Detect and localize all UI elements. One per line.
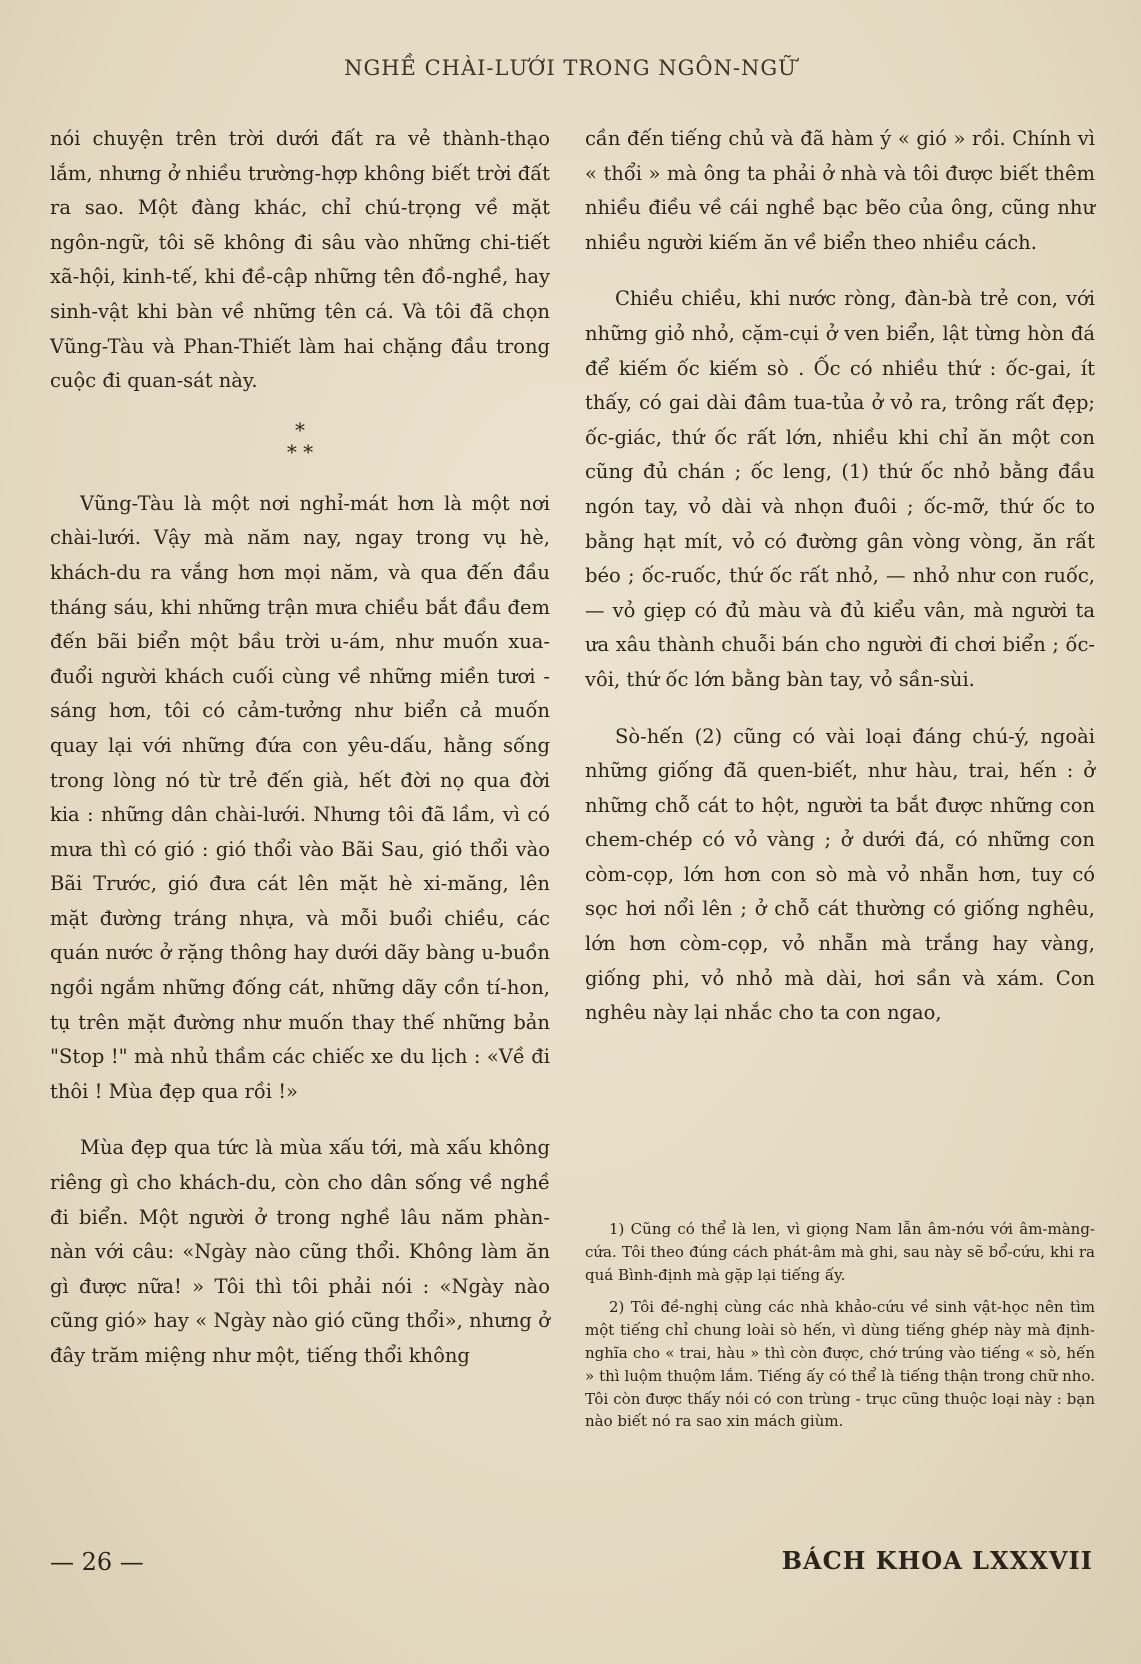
left-paragraph-3: Mùa đẹp qua tức là mùa xấu tới, mà xấu không riêng gì cho khách-du, còn cho dân sống về nghề đi biển. Một người ở trong nghề lâu năm phàn-nàn với câu: «Ngày nào cũng thổi. Không làm ăn gì được nữa! » Tôi thì tôi phải nói : «Ngày nào cũng gió» hay « Ngày nào gió cũng thổi», nhưng ở đây trăm miệng như một, tiếng thổi không xyxy=(50,1136,550,1367)
right-paragraph-1: cần đến tiếng chủ và đã hàm ý « gió » rồi. Chính vì « thổi » mà ông ta phải ở nhà và tôi được biết thêm nhiều điều về cái nghề bạc bẽo của ông, cũng như nhiều người kiếm ăn về biển theo nhiều cách. xyxy=(585,127,1095,254)
footnote-1: 1) Cũng có thể là len, vì giọng Nam lẫn âm-nớu với âm-màng-cứa. Tôi theo đúng cách phát-âm mà ghi, sau này sẽ bổ-cứu, khi ra quá Bình-định mà gặp lại tiếng ấy. xyxy=(585,1220,1095,1284)
footnotes xyxy=(585,1218,1095,1441)
left-paragraph-2: Vũng-Tàu là một nơi nghỉ-mát hơn là một nơi chài-lưới. Vậy mà năm nay, ngay trong vụ hè, khách-du ra vắng hơn mọi năm, và qua đến đầu tháng sáu, khi những trận mưa chiều bắt đầu đem đến bãi biển một bầu trời u-ám, như muốn xua-đuổi người khách cuối cùng về những miền tươi - sáng hơn, tôi có cảm-tưởng như biển cả muốn quay lại với những đứa con yêu-dấu, hằng sống trong lòng nó từ trẻ đến già, hết đời nọ qua đời kia : những dân chài-lưới. Nhưng tôi đã lầm, vì có mưa thì có gió : gió thổi vào Bãi Sau, gió thổi vào Bãi Trước, gió đưa cát lên mặt hè xi-măng, lên mặt đường tráng nhựa, và mỗi buổi chiều, các quán nước ở rặng thông hay dưới dãy bàng u-buồn ngồi ngắm những đống cát, những dãy cồn tí-hon, tụ trên mặt đường như muốn thay thế những bản "Stop !" mà nhủ thầm các chiếc xe du lịch : «Về đi thôi ! Mùa đẹp qua rồi !» xyxy=(50,491,550,1103)
divider-star-bottom: * * xyxy=(286,439,314,464)
page-number: — 26 — xyxy=(50,1548,144,1576)
running-head: NGHỀ CHÀI-LƯỚI TRONG NGÔN-NGỮ xyxy=(344,56,797,80)
journal-name: BÁCH KHOA LXXXVII xyxy=(781,1546,1093,1575)
divider-star-top: * xyxy=(295,417,305,442)
left-column xyxy=(50,122,550,1374)
section-divider xyxy=(50,419,550,463)
right-paragraph-2: Chiều chiều, khi nước ròng, đàn-bà trẻ con, với những giỏ nhỏ, cặm-cụi ở ven biển, lật từng hòn đá để kiếm ốc kiếm sò . Ốc có nhiều thứ : ốc-gai, ít thấy, có gai dài đâm tua-tủa ở vỏ ra, trông rất đẹp; ốc-giác, thứ ốc rất lớn, nhiều khi chỉ ăn một con cũng đủ chán ; ốc leng, (1) thứ ốc nhỏ bằng đầu ngón tay, vỏ dài và nhọn đuôi ; ốc-mỡ, thứ ốc to bằng hạt mít, vỏ có đường gân vòng vòng, ăn rất béo ; ốc-ruốc, thứ ốc rất nhỏ, — nhỏ như con ruốc, — vỏ giẹp có đủ màu và đủ kiểu vân, mà người ta ưa xâu thành chuỗi bán cho người đi chơi biển ; ốc-vôi, thứ ốc lớn bằng bàn tay, vỏ sần-sùi. xyxy=(585,287,1095,691)
footnote-2: 2) Tôi đề-nghị cùng các nhà khảo-cứu về sinh vật-học nên tìm một tiếng chỉ chung loài sò hến, vì dùng tiếng ghép này mà định-nghĩa cho « trai, hàu » thì còn được, chớ trúng vào tiếng « sò, hến » thì luộm thuộm lắm. Tiếng ấy có thể là tiếng thận trong chữ nho. Tôi còn được thấy nói có con trùng - trục cũng thuộc loại này : bạn nào biết nó ra sao xin mách giùm. xyxy=(585,1298,1095,1431)
right-paragraph-3: Sò-hến (2) cũng có vài loại đáng chú-ý, ngoài những giống đã quen-biết, như hàu, trai, hến : ở những chỗ cát to hột, người ta bắt được những con chem-chép có vỏ vàng ; ở dưới đá, có những con còm-cọp, lớn hơn con sò mà vỏ nhẵn hơn, tuy có sọc hơi nổi lên ; ở chỗ cát thường có giống nghêu, lớn hơn còm-cọp, vỏ nhẵn mà trắng hay vàng, giống phi, vỏ nhỏ mà dài, hơi sần và xám. Con nghêu này lại nhắc cho ta con ngao, xyxy=(585,724,1095,1025)
right-column xyxy=(585,122,1095,1031)
left-paragraph-1: nói chuyện trên trời dưới đất ra vẻ thành-thạo lắm, nhưng ở nhiều trường-hợp không biết trời đất ra sao. Một đàng khác, chỉ chú-trọng về mặt ngôn-ngữ, tôi sẽ không đi sâu vào những chi-tiết xã-hội, kinh-tế, khi đề-cập những tên đồ-nghề, hay sinh-vật khi bàn về những tên cá. Và tôi đã chọn Vũng-Tàu và Phan-Thiết làm hai chặng đầu trong cuộc đi quan-sát này. xyxy=(50,127,550,393)
